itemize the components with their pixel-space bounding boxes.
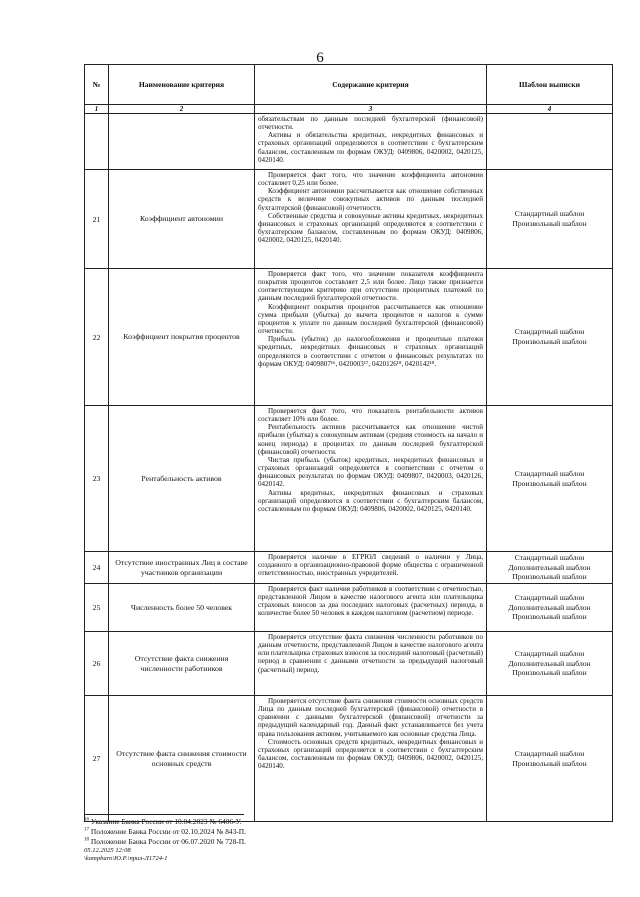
template-label: Стандартный шаблон xyxy=(514,649,585,659)
content-paragraph: Чистая прибыль (убыток) кредитных, некредитных финансовых и страховых организаций определяется в соответствии с отчетом о финансовых результатах по формам ОКУД: 0409807, 0420003, 0420126, 0420142. xyxy=(258,455,483,489)
content-paragraph: Прибыль (убыток) до налогообложения и процентные платежи кредитных, некредитных финансовых и страховых организаций определяются в соответствии с отчетом о финансовых результатах по формам ОКУД: 0409807¹⁶, 0420003¹⁷, 0420126¹⁸, 0420142¹⁸. xyxy=(258,335,483,368)
content-paragraph: Проверяется отсутствие факта снижения стоимости основных средств Лица по данным последней бухгалтерской (финансовой) отчетности в сравнении с данными бухгалтерской (финансовой) отчетности за предыдущий календарный год. Данный факт устанавливается без учета права пользования активом, учитываемого как основные средства Лица. xyxy=(258,697,483,738)
criterion-content xyxy=(255,114,487,170)
table-row xyxy=(85,632,613,696)
template-label: Стандартный шаблон xyxy=(514,209,585,219)
criterion-number: 21 xyxy=(85,170,109,269)
criterion-templates xyxy=(487,552,613,584)
footnotes xyxy=(84,814,604,863)
footnote-text: Положение Банка России от 02.10.2024 № 843-П. xyxy=(90,827,246,836)
table-row xyxy=(85,552,613,584)
template-label: Произвольный шаблон xyxy=(512,572,587,582)
header-row xyxy=(85,65,613,105)
content-paragraph: Коэффициент автономии рассчитывается как отношение собственных средств к величине совокупных активов по данным последней бухгалтерской (финансовой) отчетности. xyxy=(258,187,483,212)
header-template: Шаблон выписки xyxy=(487,65,613,105)
content-paragraph: обязательствам по данным последней бухгалтерской (финансовой) отчетности. xyxy=(258,115,483,132)
criterion-content xyxy=(255,696,487,822)
header-num: № xyxy=(85,65,109,105)
criterion-number: 23 xyxy=(85,406,109,552)
page-number: 6 xyxy=(316,50,324,66)
table-row xyxy=(85,584,613,632)
column-index: 4 xyxy=(487,105,613,114)
criterion-name: Отсутствие факта снижения стоимости основных средств xyxy=(109,696,255,822)
header-name: Наименование критерия xyxy=(109,65,255,105)
template-label: Стандартный шаблон xyxy=(514,468,585,478)
footnote xyxy=(84,827,604,837)
criterion-number: 26 xyxy=(85,632,109,696)
template-label: Произвольный шаблон xyxy=(512,478,587,488)
criterion-content xyxy=(255,632,487,696)
template-label: Дополнительный шаблон xyxy=(508,658,591,668)
template-label: Произвольный шаблон xyxy=(512,668,587,678)
content-paragraph: Активы и обязательства кредитных, некредитных финансовых и страховых организаций определяются в соответствии с бухгалтерским балансом, составленным по формам ОКУД: 0409806, 0420002, 0420125, 0420140. xyxy=(258,131,483,164)
criterion-name: Отсутствие факта снижения численности работников xyxy=(109,632,255,696)
criterion-content xyxy=(255,269,487,406)
content-paragraph: Проверяется факт того, что показатель рентабельности активов составляет 10% или более. xyxy=(258,407,483,424)
criterion-name: Коэффициент покрытия процентов xyxy=(109,269,255,406)
column-index-row xyxy=(85,105,613,114)
criterion-templates xyxy=(487,269,613,406)
template-label: Произвольный шаблон xyxy=(512,337,587,346)
criterion-templates xyxy=(487,584,613,632)
criterion-content xyxy=(255,406,487,552)
content-paragraph: Коэффициент покрытия процентов рассчитывается как отношение сумма прибыли (убытка) до вычета процентов и налогов к сумме процентов к уплате по данным последней бухгалтерской (финансовой) отчетности. xyxy=(258,302,483,336)
criterion-name: Численность более 50 человек xyxy=(109,584,255,632)
content-paragraph: Проверяется факт наличия работников в соответствии с отчетностью, представленной Лицом в качестве налогового агента или плательщика страховых взносов за два последних налоговых (расчетных) периода, в количестве более 50 человек в каждом налоговом (расчетном) периоде. xyxy=(258,585,483,618)
criterion-number xyxy=(85,114,109,170)
template-label: Дополнительный шаблон xyxy=(508,562,591,572)
table-row xyxy=(85,406,613,552)
criterion-name xyxy=(109,114,255,170)
content-paragraph: Рентабельность активов рассчитывается как отношение чистой прибыли (убытка) к совокупным активам (средняя стоимость на начало и конец периода) в процентах по данным последней бухгалтерской (финансовой) отчетности. xyxy=(258,423,483,456)
template-label: Стандартный шаблон xyxy=(514,593,585,603)
footnote-text: Положение Банка России от 06.07.2020 № 728-П. xyxy=(90,837,246,846)
criterion-templates xyxy=(487,114,613,170)
content-paragraph: Проверяется факт того, что значение показателя коэффициента покрытия процентов составляет 2,5 или более. Лицо также признается соответствующим критерию при отсутствии процентных платежей по данным последней бухгалтерской отчетности. xyxy=(258,270,483,303)
content-paragraph: Проверяется наличие в ЕГРЮЛ сведений о наличии у Лица, созданного в организационно-правовой форме общества с ограниченной ответственностью, иностранных учредителей. xyxy=(258,553,483,578)
criterion-name: Рентабельность активов xyxy=(109,406,255,552)
table-row xyxy=(85,696,613,822)
criterion-templates xyxy=(487,170,613,269)
column-index: 3 xyxy=(255,105,487,114)
criterion-templates xyxy=(487,632,613,696)
criterion-number: 24 xyxy=(85,552,109,584)
template-label: Произвольный шаблон xyxy=(512,612,587,622)
criterion-content xyxy=(255,584,487,632)
footnote-mark: 16 xyxy=(84,817,89,823)
criterion-content xyxy=(255,170,487,269)
table-row xyxy=(85,269,613,406)
criterion-templates xyxy=(487,696,613,822)
footnote-text: Указание Банка России от 10.04.2023 № 6406-У. xyxy=(90,817,242,826)
criterion-content xyxy=(255,552,487,584)
document-stamp xyxy=(84,847,604,863)
content-paragraph: Собственные средства и совокупные активы кредитных, некредитных финансовых и страховых организаций определяются в соответствии с бухгалтерским балансом, составленным по формам ОКУД: 0409806, 0420002, 0420125, 0420140. xyxy=(258,211,483,245)
header-content: Содержание критерия xyxy=(255,65,487,105)
footnote xyxy=(84,817,604,827)
template-label: Дополнительный шаблон xyxy=(508,602,591,612)
content-paragraph: Проверяется факт того, что значение коэффициента автономии составляет 0,25 или более. xyxy=(258,171,483,188)
criterion-number: 27 xyxy=(85,696,109,822)
criterion-templates xyxy=(487,406,613,552)
content-paragraph: Активы кредитных, некредитных финансовых и страховых организаций определяются в соответствии с бухгалтерским балансом, составленным по формам ОКУД: 0409806, 0420002, 0420125, 0420140. xyxy=(258,488,483,513)
column-index: 2 xyxy=(109,105,255,114)
footnote-mark: 17 xyxy=(84,827,89,833)
content-paragraph: Стоимость основных средств кредитных, некредитных финансовых и страховых организаций определяется в соответствии с бухгалтерским балансом, составленным по формам ОКУД: 0409806, 0420002, 0420125, 0420140. xyxy=(258,737,483,771)
footnote-mark: 18 xyxy=(84,837,89,843)
content-paragraph: Проверяется отсутствие факта снижения численности работников по данным отчетности, представленной Лицом в качестве налогового агента или плательщика страховых взносов за последний налоговый (расчетный) период в сравнении с данными отчетности за предыдущий налоговый (расчетный) период. xyxy=(258,633,483,674)
table-row xyxy=(85,170,613,269)
template-label: Стандартный шаблон xyxy=(514,748,585,758)
criterion-number: 25 xyxy=(85,584,109,632)
template-label: Произвольный шаблон xyxy=(512,219,587,228)
template-label: Стандартный шаблон xyxy=(514,327,585,337)
table-row xyxy=(85,114,613,170)
stamp-line: \kompburo\Ю.Р.\прил-Л1724-1 xyxy=(84,855,168,862)
criteria-table xyxy=(84,64,613,822)
template-label: Стандартный шаблон xyxy=(514,553,585,563)
footnote xyxy=(84,837,604,847)
criterion-number: 22 xyxy=(85,269,109,406)
stamp-line: 05.12.2025 12:08 xyxy=(84,847,131,854)
footnote-rule xyxy=(84,814,244,815)
column-index: 1 xyxy=(85,105,109,114)
criterion-name: Коэффициент автономии xyxy=(109,170,255,269)
criterion-name: Отсутствие иностранных Лиц в составе участников организации xyxy=(109,552,255,584)
template-label: Произвольный шаблон xyxy=(512,758,587,768)
